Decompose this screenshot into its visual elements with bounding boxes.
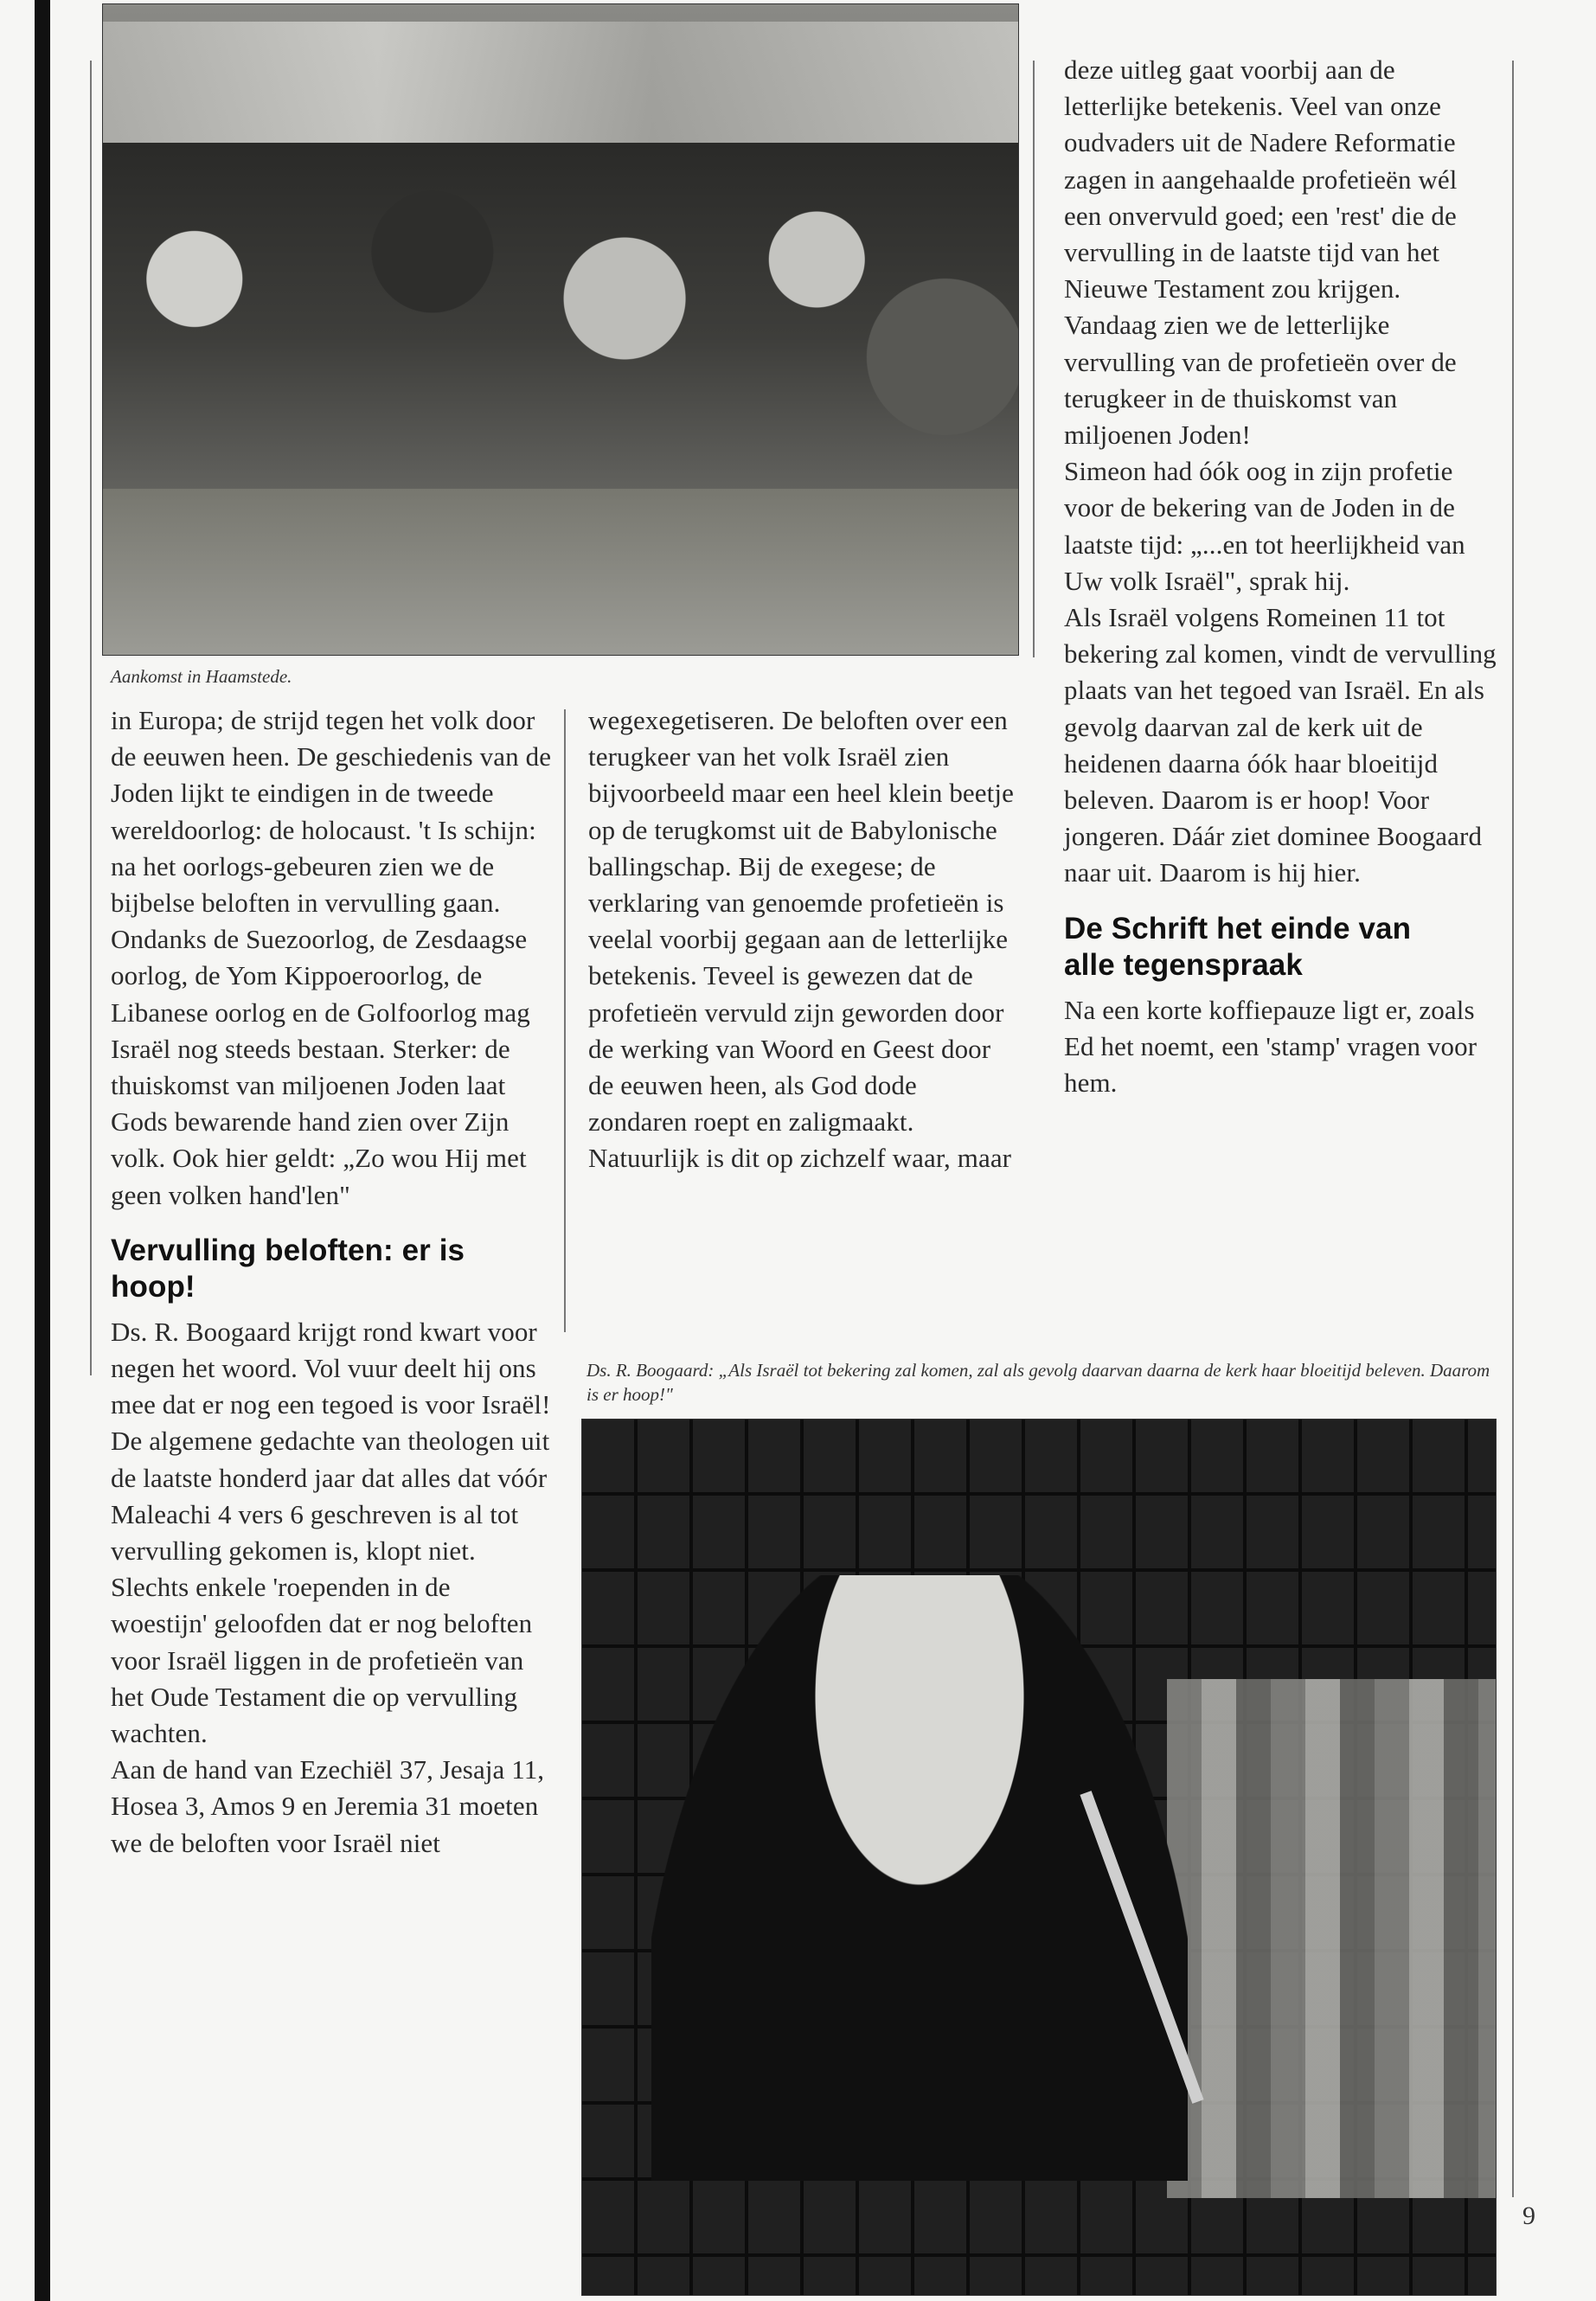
photo-floor bbox=[103, 489, 1018, 655]
col1-paragraph: Aan de hand van Ezechiël 37, Jesaja 11, Hosea 3, Amos 9 en Jeremia 31 moeten we de beloften voor Israël niet bbox=[111, 1754, 545, 1858]
photo-speaker bbox=[651, 1575, 1188, 2181]
photo-bottom-caption: Ds. R. Boogaard: „Als Israël tot bekering zal komen, zal als gevolg daarvan daarna de kerk haar bloeitijd beleven. Daarom is er hoop!" bbox=[586, 1360, 1490, 1405]
column-rule-middle bbox=[564, 709, 566, 1332]
photo-arrival-haamstede bbox=[102, 3, 1019, 656]
photo-crowd bbox=[103, 143, 1018, 532]
col3-paragraph: Na een korte koffiepauze ligt er, zoals Ed het noemt, een 'stamp' vragen voor hem. bbox=[1064, 994, 1477, 1099]
photo-windows bbox=[103, 22, 1018, 143]
col2-paragraph: wegexegetiseren. De beloften over een terugkeer van het volk Israël zien bijvoorbeeld maar een heel klein beetje op de terugkomst uit de Babylonische ballingschap. Bij de exegese; de verklaring van genoemde profetieën is veelal voorbij gegaan aan de letterlijke betekenis. Teveel is gewezen dat de profetieën vervuld zijn geworden door de werking van Woord en Geest door de eeuwen heen, als God dode zondaren roept en zaligmaakt. Natuurlijk is dit op zichzelf waar, maar bbox=[588, 705, 1014, 1174]
photo-woven-panel bbox=[1167, 1679, 1496, 2198]
photo-ds-boogaard bbox=[581, 1419, 1497, 2296]
page-number: 9 bbox=[1522, 2202, 1535, 2230]
column-3 bbox=[1064, 52, 1497, 1101]
col3-paragraph: Simeon had óók oog in zijn profetie voor de bekering van de Joden in de laatste tijd: „...en tot heerlijkheid van Uw volk Israël", sprak hij. bbox=[1064, 456, 1465, 596]
col1-paragraph: Ds. R. Boogaard krijgt rond kwart voor negen het woord. Vol vuur deelt hij ons mee dat er nog een tegoed is voor Israël! De algemene gedachte van theologen uit de laatste honderd jaar dat alles dat vóór Maleachi 4 vers 6 geschreven is al tot vervulling gekomen is, klopt niet. Slechts enkele 'roependen in de woestijn' geloofden dat er nog beloften voor Israël liggen in de profetieën van het Oude Testament die op vervulling wachten. bbox=[111, 1316, 551, 1749]
column-rule-right-top bbox=[1033, 61, 1035, 657]
col3-heading: De Schrift het einde van alle tegenspraak bbox=[1064, 911, 1412, 982]
column-2 bbox=[588, 702, 1021, 1177]
col1-paragraph: in Europa; de strijd tegen het volk door de eeuwen heen. De geschiedenis van de Joden lijkt te eindigen in de tweede wereldoorlog: de holocaust. 't Is schijn: na het oorlogs-gebeuren zien we de bijbelse beloften in vervulling gaan. Ondanks de Suezoorlog, de Zesdaagse oorlog, de Yom Kippoeroorlog, de Libanese oorlog en de Golfoorlog mag Israël nog steeds bestaan. Sterker: de thuiskomst van miljoenen Joden laat Gods bewarende hand zien over Zijn volk. Ook hier geldt: „Zo wou Hij met geen volken hand'len" bbox=[111, 705, 552, 1210]
column-rule-far-right bbox=[1512, 61, 1514, 2197]
col1-heading: Vervulling beloften: er is hoop! bbox=[111, 1233, 465, 1304]
col3-paragraph: Als Israël volgens Romeinen 11 tot bekering zal komen, vindt de vervulling plaats van het tegoed van Israël. En als gevolg daarvan zal de kerk uit de heidenen daarna óók haar bloeitijd beleven. Daarom is er hoop! Voor jongeren. Dáár ziet dominee Boogaard naar uit. Daarom is hij hier. bbox=[1064, 602, 1497, 888]
col3-paragraph: Vandaag zien we de letterlijke vervulling van de profetieën over de terugkeer in de thuiskomst van miljoenen Joden! bbox=[1064, 310, 1457, 451]
photo-top-caption: Aankomst in Haamstede. bbox=[111, 666, 292, 687]
column-rule-left bbox=[90, 61, 92, 1375]
left-edge-bar bbox=[35, 0, 50, 2301]
col3-paragraph: deze uitleg gaat voorbij aan de letterlijke betekenis. Veel van onze oudvaders uit de Nadere Reformatie zagen in aangehaalde profetieën wél een onvervuld goed; een 'rest' die de vervulling in de laatste tijd van het Nieuwe Testament zou krijgen. bbox=[1064, 54, 1458, 304]
column-1 bbox=[111, 702, 552, 1862]
